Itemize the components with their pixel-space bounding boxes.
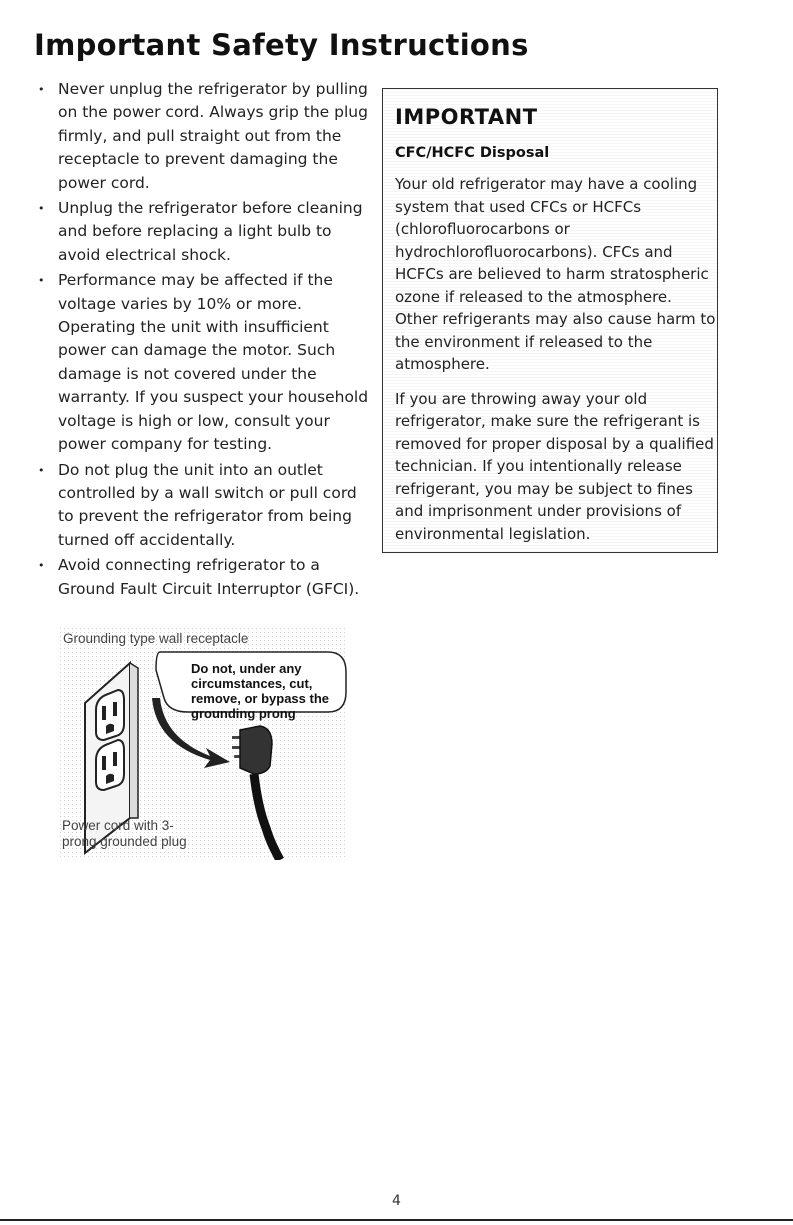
bullet-text: Avoid connecting refrigerator to a Ground Fault Circuit Interruptor (GFCI). bbox=[58, 556, 360, 598]
bullet-text: Unplug the refrigerator before cleaning and before replacing a light bulb to avoid electrical shock. bbox=[58, 199, 363, 264]
notice-paragraph: Your old refrigerator may have a cooling system that used CFCs or HCFCs (chlorofluorocarbons or hydrochlorofluorocarbons). CFCs and HCFCs are believed to harm stratospheric ozone if released to the atmosphere. Other refrigerants may also cause harm to the environment if released to the atmosphere. bbox=[395, 175, 716, 373]
notice-subheading: CFC/HCFC Disposal bbox=[395, 145, 550, 161]
bullet-icon: • bbox=[38, 559, 45, 573]
bullet-item bbox=[38, 78, 373, 195]
grounding-warning-callout: Do not, under any circumstances, cut, remove, or bypass the grounding prong bbox=[191, 661, 329, 721]
receptacle-label: Grounding type wall receptacle bbox=[63, 631, 249, 646]
bullet-icon: • bbox=[38, 274, 45, 288]
safety-bullet-list bbox=[38, 78, 373, 603]
plug-label: Power cord with 3-prong grounded plug bbox=[62, 818, 187, 849]
bullet-text: Never unplug the refrigerator by pulling on the power cord. Always grip the plug firmly, and pull straight out from the receptacle to prevent damaging the power cord. bbox=[58, 80, 368, 192]
notice-paragraph: If you are throwing away your old refrigerator, make sure the refrigerant is removed for proper disposal by a qualified technician. If you intentionally release refrigerant, you may be subject to fines and imprisonment under provisions of environmental legislation. bbox=[395, 389, 714, 543]
bullet-item bbox=[38, 554, 373, 601]
bullet-item bbox=[38, 197, 373, 267]
grounding-plug-illustration bbox=[60, 628, 348, 860]
bullet-text: Performance may be affected if the voltage varies by 10% or more. Operating the unit with insufficient power can damage the motor. Such damage is not covered under the warranty. If you suspect your household voltage is high or low, consult your power company for testing. bbox=[58, 271, 369, 454]
bullet-icon: • bbox=[38, 83, 45, 96]
bottom-divider bbox=[0, 1219, 793, 1221]
bullet-icon: • bbox=[38, 202, 45, 216]
notice-heading: IMPORTANT bbox=[395, 105, 538, 129]
bullet-item bbox=[38, 269, 373, 456]
bullet-item bbox=[38, 459, 373, 553]
page-number: 4 bbox=[392, 1193, 401, 1209]
bullet-icon: • bbox=[38, 463, 45, 477]
important-notice-box bbox=[382, 88, 718, 553]
page-title: Important Safety Instructions bbox=[34, 28, 529, 62]
bullet-text: Do not plug the unit into an outlet controlled by a wall switch or pull cord to prevent the refrigerator from being turned off accidentally. bbox=[58, 460, 357, 549]
